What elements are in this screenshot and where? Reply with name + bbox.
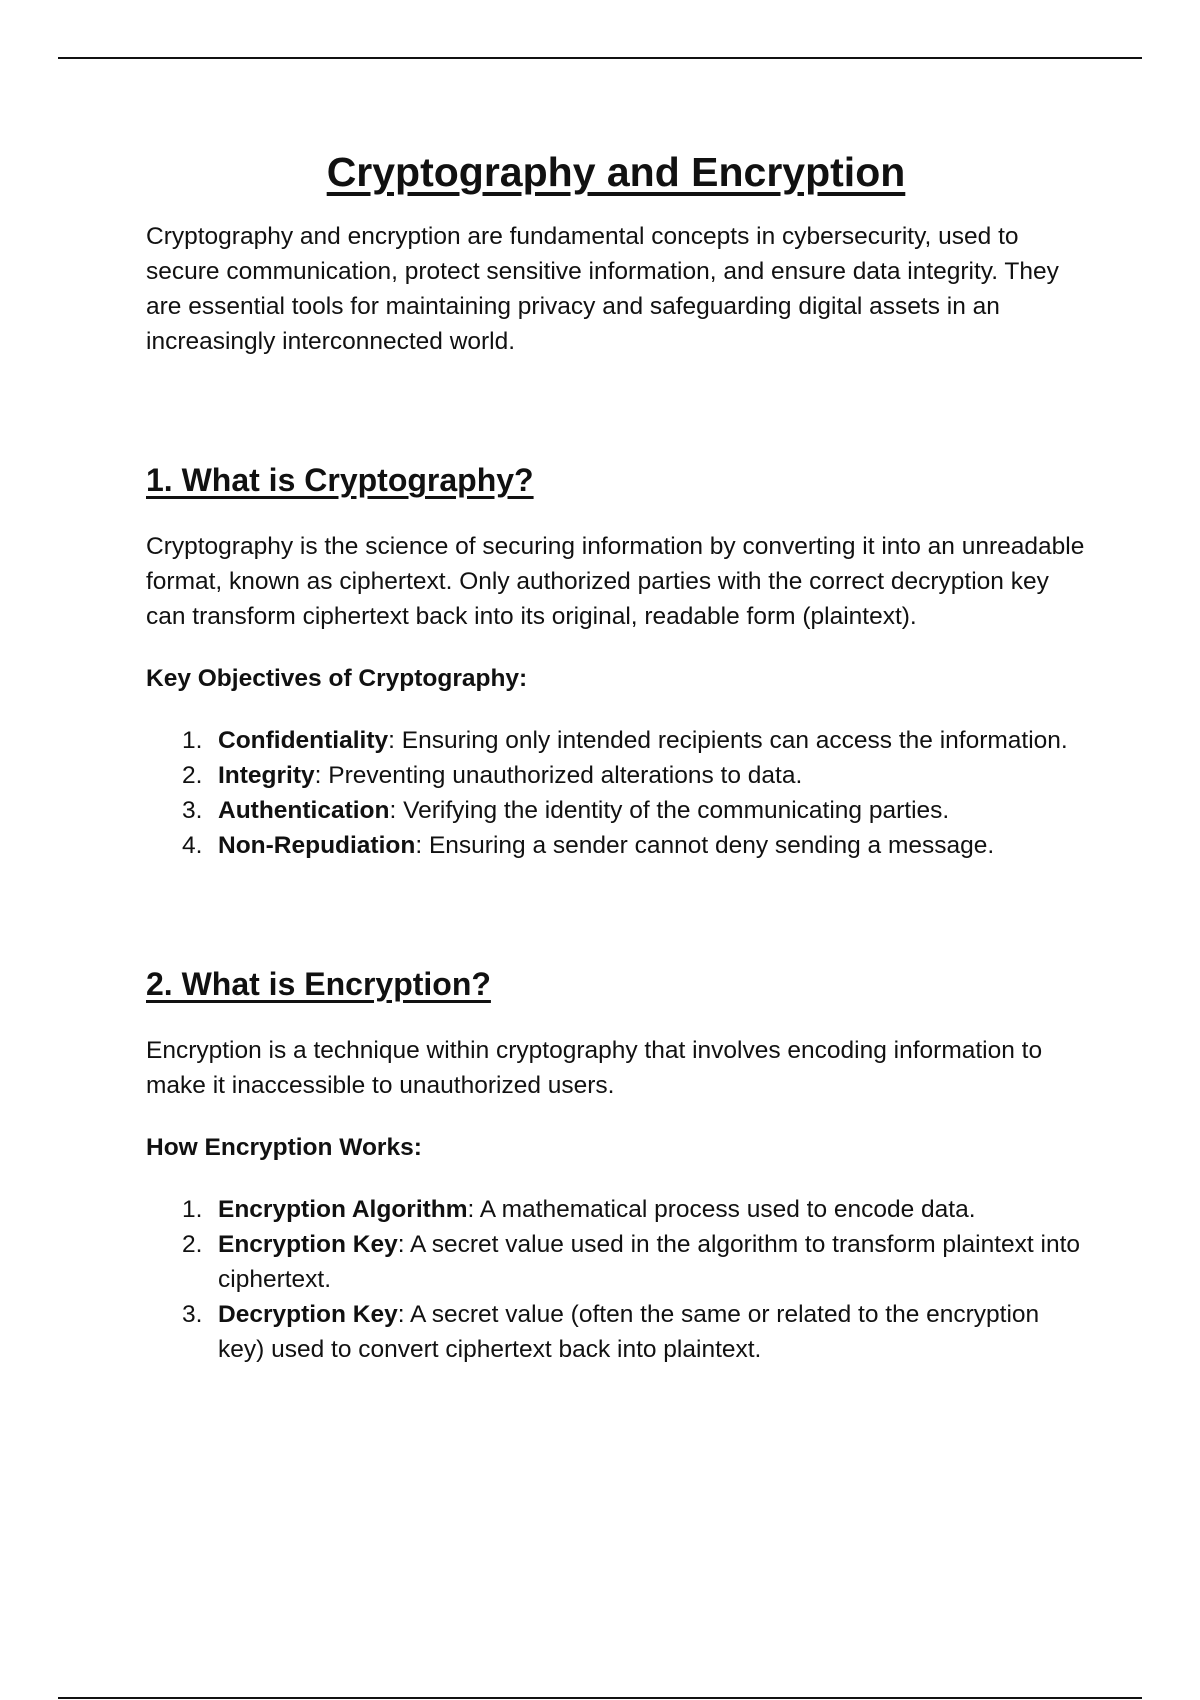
section-heading-cryptography: 1. What is Cryptography? [146, 462, 534, 498]
list-item-term: Encryption Key [218, 1231, 398, 1258]
section-paragraph-cryptography: Cryptography is the science of securing information by converting it into an unreadable format, known as ciphertext. Only authorized parties with the correct decryption key can transform ciphertext back into its original, readable form (plaintext). [146, 533, 1085, 630]
list-item [146, 723, 1086, 758]
section-heading-encryption: 2. What is Encryption? [146, 966, 491, 1002]
list-item-desc: : Ensuring only intended recipients can access the information. [388, 727, 1068, 754]
list-item [146, 793, 1086, 828]
list-item [146, 1227, 1086, 1297]
list-item-term: Integrity [218, 762, 315, 789]
list-item-desc: : Ensuring a sender cannot deny sending a message. [415, 832, 995, 859]
section-paragraph-encryption: Encryption is a technique within cryptography that involves encoding information to make it inaccessible to unauthorized users. [146, 1037, 1043, 1099]
list-item-desc: : A secret value (often the same or related to the encryption key) used to convert ciphertext back into plaintext. [218, 1301, 1040, 1363]
key-objectives-list [146, 723, 1086, 863]
list-item-number: 1. [182, 727, 203, 754]
how-encryption-works-list [146, 1192, 1086, 1367]
list-item [146, 828, 1086, 863]
list-item-number: 4. [182, 832, 203, 859]
list-item-desc: : Preventing unauthorized alterations to data. [314, 762, 803, 789]
list-item-term: Authentication [218, 797, 390, 824]
list-item [146, 1192, 1086, 1227]
list-item-desc: : Verifying the identity of the communicating parties. [389, 797, 950, 824]
list-item-term: Non-Repudiation [218, 832, 416, 859]
list-item-term: Confidentiality [218, 727, 389, 754]
list-item [146, 1297, 1086, 1367]
subheading-how-encryption-works: How Encryption Works: [146, 1134, 422, 1161]
document-body [146, 145, 1086, 1367]
subheading-key-objectives: Key Objectives of Cryptography: [146, 665, 528, 692]
list-item-number: 3. [182, 797, 203, 824]
list-item-number: 3. [182, 1301, 203, 1328]
intro-paragraph: Cryptography and encryption are fundamental concepts in cybersecurity, used to secure communication, protect sensitive information, and ensure data integrity. They are essential tools for maintaining privacy and safeguarding digital assets in an increasingly interconnected world. [146, 223, 1059, 355]
list-item-term: Decryption Key [218, 1301, 398, 1328]
list-item-desc: : A secret value used in the algorithm to transform plaintext into ciphertext. [218, 1231, 1080, 1293]
page-top-rule [58, 57, 1142, 59]
list-item-desc: : A mathematical process used to encode data. [467, 1196, 976, 1223]
list-item [146, 758, 1086, 793]
page-bottom-rule [58, 1697, 1142, 1699]
list-item-number: 2. [182, 1231, 203, 1258]
list-item-number: 2. [182, 762, 203, 789]
document-title: Cryptography and Encryption [326, 149, 906, 195]
list-item-term: Encryption Algorithm [218, 1196, 468, 1223]
list-item-number: 1. [182, 1196, 203, 1223]
